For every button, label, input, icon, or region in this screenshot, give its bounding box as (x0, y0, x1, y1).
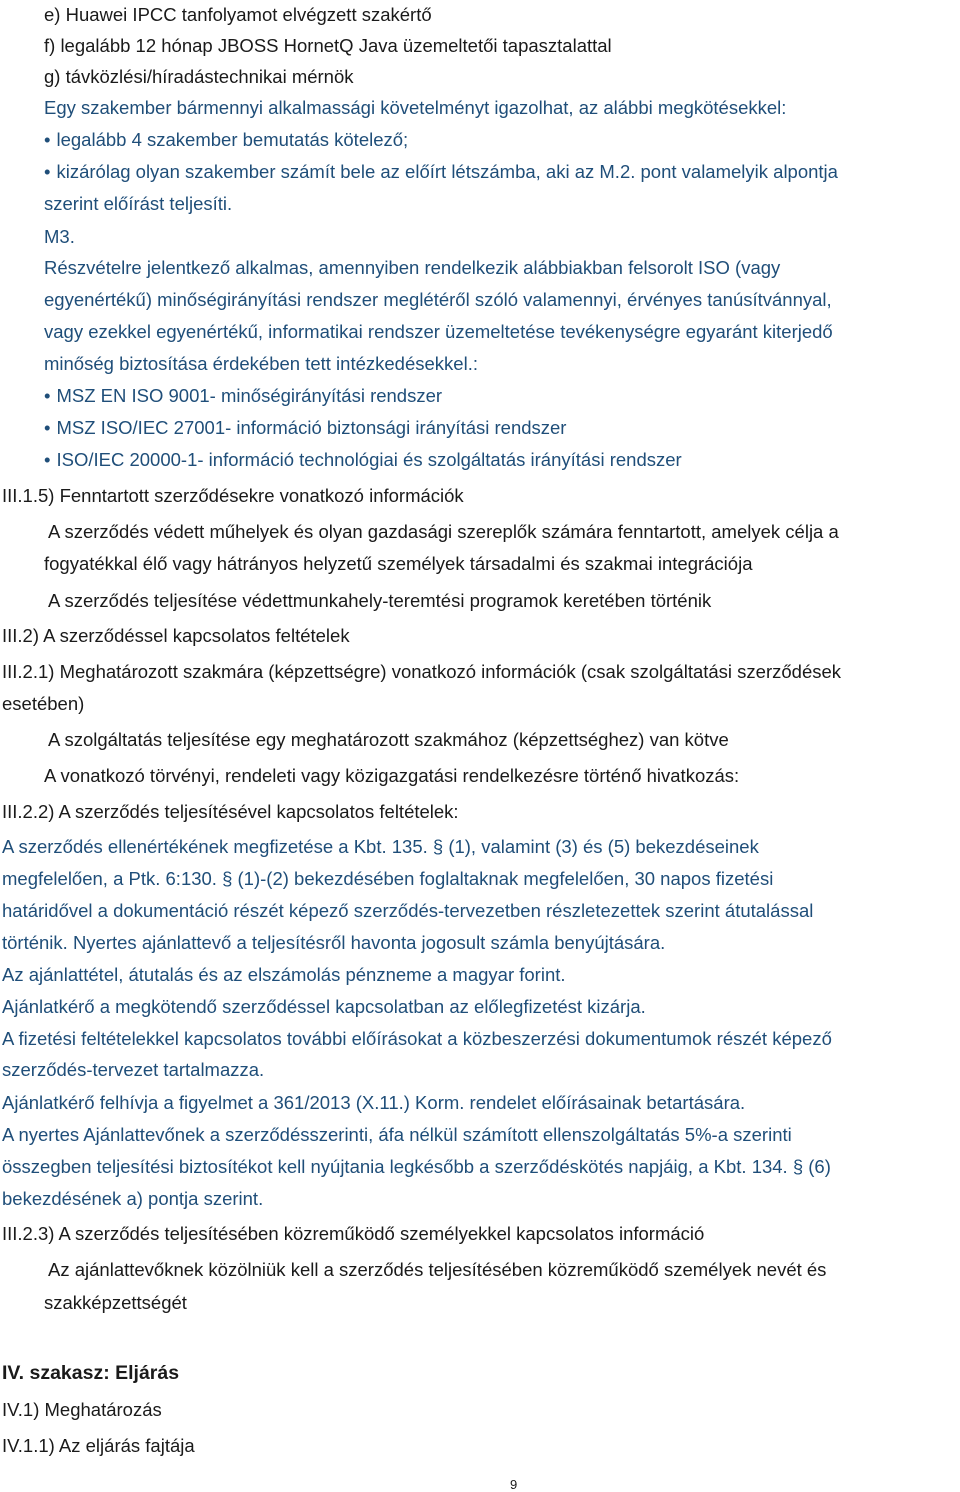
profession-para-2: A vonatkozó törvényi, rendeleti vagy közigazgatási rendelkezésre történő hivatkozás: (44, 765, 740, 786)
section-heading-iv: IV. szakasz: Eljárás (2, 1362, 180, 1384)
constraint-bullet-1: • legalább 4 szakember bemutatás kötelező; (44, 128, 408, 152)
conditions-line: Ajánlatkérő a megkötendő szerződéssel kapcsolatban az előlegfizetést kizárja. (2, 996, 646, 1017)
conditions-line: A fizetési feltételekkel kapcsolatos további előírásokat a közbeszerzési dokumentumok részét képező (2, 1028, 832, 1049)
m3-label: M3. (44, 226, 75, 247)
section-heading-iv-1-1: IV.1.1) Az eljárás fajtája (2, 1435, 195, 1456)
section-heading-iii-1-5: III.1.5) Fenntartott szerződésekre vonatkozó információk (2, 485, 464, 506)
conditions-line: történik. Nyertes ajánlattevő a teljesítésről havonta jogosult számla benyújtására. (2, 932, 666, 953)
section-heading-iii-2: III.2) A szerződéssel kapcsolatos feltételek (2, 625, 350, 646)
conditions-line: megfelelően, a Ptk. 6:130. § (1)-(2) bekezdésében foglaltaknak megfelelően, 30 napos fizetési (2, 868, 774, 889)
upper-line-g: g) távközlési/híradástechnikai mérnök (44, 66, 354, 87)
section-heading-iii-2-2: III.2.2) A szerződés teljesítésével kapcsolatos feltételek: (2, 801, 459, 822)
subcontractor-para-line: szakképzettségét (44, 1292, 187, 1313)
page-number: 9 (510, 1477, 518, 1492)
conditions-line: Ajánlatkérő felhívja a figyelmet a 361/2013 (X.11.) Korm. rendelet előírásainak betartására. (2, 1092, 746, 1113)
m3-para-line: Részvételre jelentkező alkalmas, amennyiben rendelkezik alábbiakban felsorolt ISO (vagy (44, 257, 781, 278)
m3-para-line: egyenértékű) minőségirányítási rendszer meglétéről szóló valamennyi, érvényes tanúsítvánnyal, (44, 289, 832, 310)
subcontractor-para-line: Az ajánlattevőknek közölniük kell a szerződés teljesítésében közreműködő személyek nevét és (48, 1259, 827, 1280)
conditions-line: A nyertes Ajánlattevőnek a szerződésszerinti, áfa nélkül számított ellenszolgáltatás 5%-a szerinti (2, 1124, 792, 1145)
section-heading-iv-1: IV.1) Meghatározás (2, 1399, 162, 1420)
iso-bullet-20000: • ISO/IEC 20000-1- információ technológiai és szolgáltatás irányítási rendszer (44, 448, 682, 472)
constraint-bullet-2: • kizárólag olyan szakember számít bele az előírt létszámba, aki az M.2. pont valamelyik alpontja (44, 160, 838, 184)
conditions-line: határidővel a dokumentáció részét képező szerződés-tervezetben részletezettek szerint átutalással (2, 900, 814, 921)
conditions-line: A szerződés ellenértékének megfizetése a Kbt. 135. § (1), valamint (3) és (5) bekezdéseinek (2, 836, 759, 857)
reserved-para-2: A szerződés teljesítése védettmunkahely-teremtési programok keretében történik (48, 590, 712, 611)
profession-para-1: A szolgáltatás teljesítése egy meghatározott szakmához (képzettséghez) van kötve (48, 729, 729, 750)
m3-para-line: minőség biztosítása érdekében tett intézkedésekkel.: (44, 353, 478, 374)
upper-line-f: f) legalább 12 hónap JBOSS HornetQ Java üzemeltetői tapasztalattal (44, 35, 612, 56)
iso-bullet-27001: • MSZ ISO/IEC 27001- információ biztonsági irányítási rendszer (44, 416, 566, 440)
upper-line-constraints: Egy szakember bármennyi alkalmassági követelményt igazolhat, az alábbi megkötésekkel: (44, 97, 787, 118)
constraint-continuation: szerint előírást teljesíti. (44, 193, 233, 214)
section-heading-iii-2-3: III.2.3) A szerződés teljesítésében közreműködő személyekkel kapcsolatos információ (2, 1223, 705, 1244)
m3-para-line: vagy ezekkel egyenértékű, informatikai rendszer üzemeltetése tevékenységre egyaránt kiterjedő (44, 321, 833, 342)
conditions-line: szerződés-tervezet tartalmazza. (2, 1059, 265, 1080)
reserved-para-line: fogyatékkal élő vagy hátrányos helyzetű személyek társadalmi és szakmai integrációja (44, 553, 753, 574)
reserved-para-line: A szerződés védett műhelyek és olyan gazdasági szereplők számára fenntartott, amelyek célja a (48, 521, 839, 542)
conditions-line: összegben teljesítési biztosítékot kell nyújtania legkésőbb a szerződéskötés napjáig, a Kbt. 134. § (6) (2, 1156, 831, 1177)
upper-line-e: e) Huawei IPCC tanfolyamot elvégzett szakértő (44, 4, 432, 25)
section-heading-iii-2-1-cont: esetében) (2, 693, 85, 714)
conditions-line: bekezdésének a) pontja szerint. (2, 1188, 264, 1209)
section-heading-iii-2-1: III.2.1) Meghatározott szakmára (képzettségre) vonatkozó információk (csak szolgáltatási szerződések (2, 661, 842, 682)
iso-bullet-9001: • MSZ EN ISO 9001- minőségirányítási rendszer (44, 384, 442, 408)
conditions-line: Az ajánlattétel, átutalás és az elszámolás pénzneme a magyar forint. (2, 964, 566, 985)
